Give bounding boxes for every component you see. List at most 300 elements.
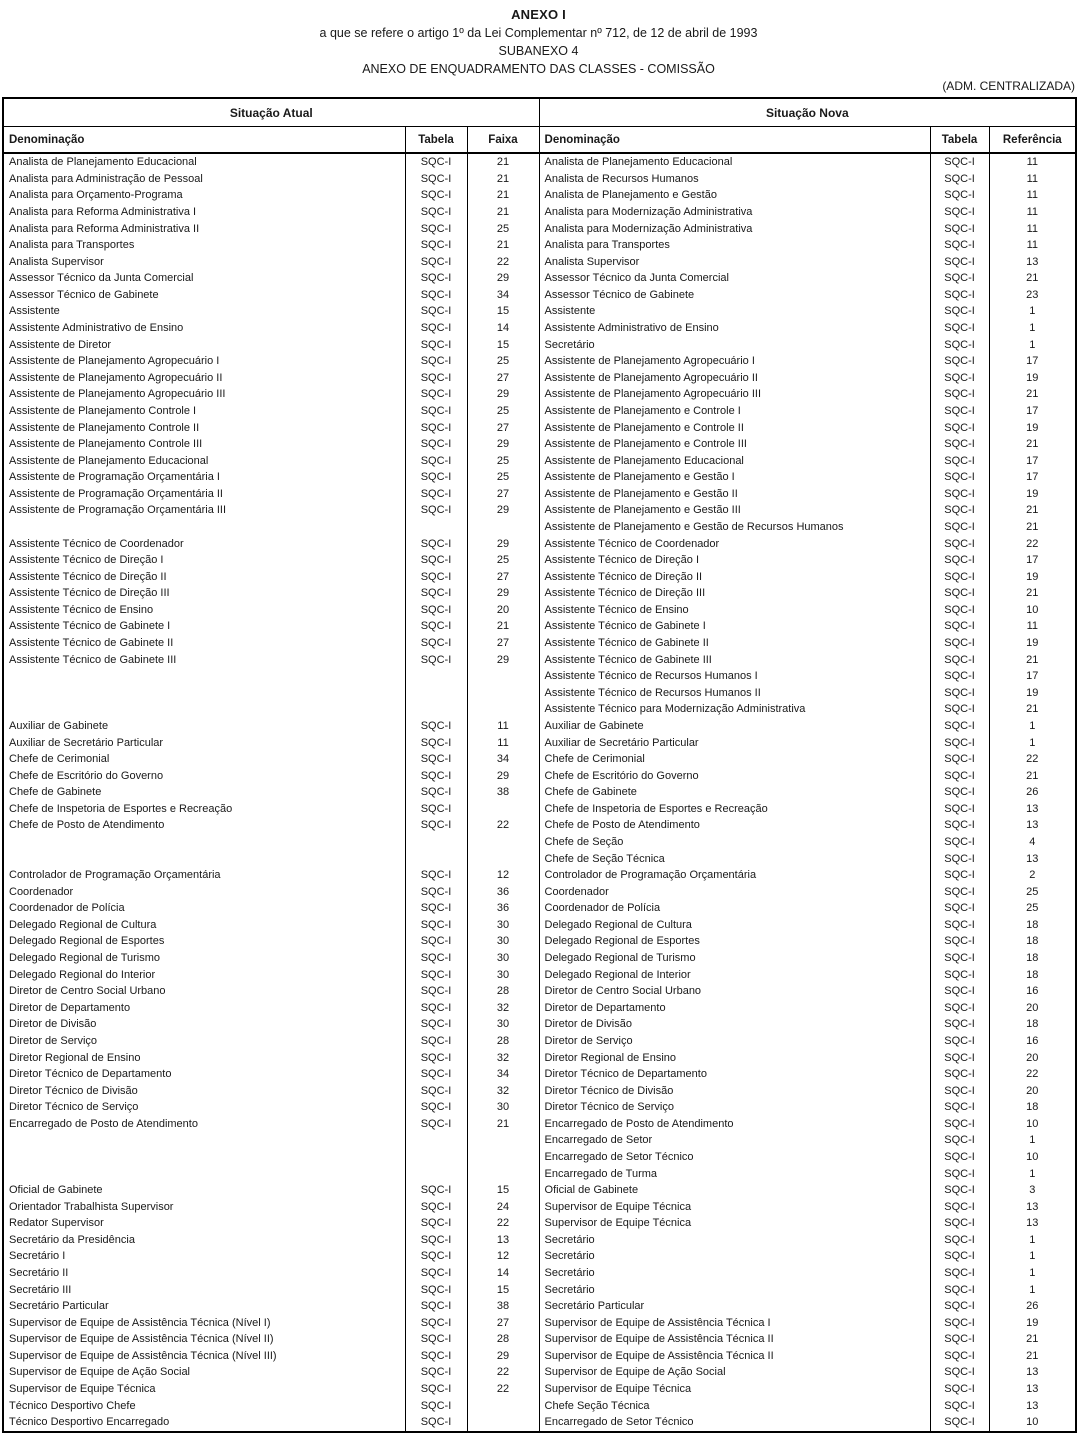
cell-nova-tabela: SQC-I — [930, 386, 989, 403]
cell-nova-tabela: SQC-I — [930, 585, 989, 602]
cell-atual-denominacao: Assistente de Planejamento Agropecuário III — [9, 388, 226, 401]
cell-nova-referencia: 10 — [989, 1116, 1076, 1133]
cell-nova-referencia: 1 — [989, 1165, 1076, 1182]
cell-nova-tabela: SQC-I — [930, 320, 989, 337]
cell-atual-denominacao: Supervisor de Equipe de Ação Social — [9, 1366, 191, 1379]
cell-nova-referencia: 10 — [989, 1414, 1076, 1432]
cell-nova-denominacao: Assistente de Planejamento e Controle II — [539, 419, 930, 436]
cell-nova-tabela: SQC-I — [930, 469, 989, 486]
cell-atual-tabela: SQC-I — [405, 1298, 467, 1315]
cell-atual-denominacao: Assistente de Programação Orçamentária I — [9, 471, 220, 484]
cell-atual-faixa — [467, 701, 539, 718]
cell-nova-tabela: SQC-I — [930, 701, 989, 718]
cell-atual-denominacao: Supervisor de Equipe Técnica — [9, 1383, 156, 1396]
cell-nova-denominacao: Chefe de Seção Técnica — [539, 850, 930, 867]
cell-atual-faixa: 25 — [467, 452, 539, 469]
cell-atual-faixa: 12 — [467, 1248, 539, 1265]
table-row — [3, 1364, 1076, 1381]
cell-nova-denominacao: Assistente Administrativo de Ensino — [539, 320, 930, 337]
cell-atual-faixa — [467, 1132, 539, 1149]
cell-nova-denominacao: Chefe de Seção — [539, 834, 930, 851]
cell-nova-tabela: SQC-I — [930, 1232, 989, 1249]
cell-nova-denominacao: Diretor Técnico de Departamento — [539, 1066, 930, 1083]
cell-nova-denominacao: Chefe de Escritório do Governo — [539, 767, 930, 784]
cell-atual-tabela: SQC-I — [405, 535, 467, 552]
cell-atual-faixa: 11 — [467, 734, 539, 751]
cell-atual-denominacao — [3, 519, 405, 536]
cell-nova-denominacao: Assistente Técnico de Direção I — [539, 552, 930, 569]
cell-atual-tabela: SQC-I — [405, 1281, 467, 1298]
cell-nova-referencia: 4 — [989, 834, 1076, 851]
cell-atual-faixa: 36 — [467, 900, 539, 917]
cell-atual-denominacao: Coordenador de Polícia — [9, 902, 125, 915]
cell-atual-faixa: 34 — [467, 287, 539, 304]
cell-nova-tabela: SQC-I — [930, 1281, 989, 1298]
cell-atual-denominacao: Assessor Técnico da Junta Comercial — [9, 272, 194, 285]
table-row — [3, 1314, 1076, 1331]
cell-atual-faixa: 29 — [467, 767, 539, 784]
cell-atual-faixa: 30 — [467, 1016, 539, 1033]
cell-nova-denominacao: Chefe Seção Técnica — [539, 1397, 930, 1414]
cell-atual-tabela: SQC-I — [405, 502, 467, 519]
cell-nova-referencia: 21 — [989, 701, 1076, 718]
cell-atual-denominacao: Chefe de Escritório do Governo — [9, 769, 164, 782]
table-row — [3, 834, 1076, 851]
cell-atual-tabela: SQC-I — [405, 287, 467, 304]
cell-atual-tabela: SQC-I — [405, 1215, 467, 1232]
cell-atual-faixa: 15 — [467, 1182, 539, 1199]
cell-atual-denominacao: Assistente Técnico de Direção I — [9, 554, 164, 567]
table-row — [3, 999, 1076, 1016]
cell-nova-tabela: SQC-I — [930, 1066, 989, 1083]
table-row — [3, 1182, 1076, 1199]
cell-atual-faixa: 27 — [467, 419, 539, 436]
cell-atual-denominacao: Chefe de Posto de Atendimento — [9, 819, 165, 832]
cell-atual-tabela: SQC-I — [405, 486, 467, 503]
cell-nova-denominacao: Assistente Técnico de Coordenador — [539, 535, 930, 552]
cell-atual-denominacao: Diretor Técnico de Departamento — [9, 1068, 172, 1081]
cell-atual-denominacao: Delegado Regional de Turismo — [9, 952, 161, 965]
cell-atual-tabela: SQC-I — [405, 784, 467, 801]
cell-nova-referencia: 17 — [989, 668, 1076, 685]
cell-nova-denominacao: Analista para Transportes — [539, 237, 930, 254]
cell-atual-denominacao: Encarregado de Posto de Atendimento — [9, 1117, 198, 1130]
cell-atual-denominacao: Assistente de Planejamento Educacional — [9, 454, 209, 467]
cell-atual-faixa: 25 — [467, 403, 539, 420]
cell-nova-tabela: SQC-I — [930, 1414, 989, 1432]
cell-nova-tabela: SQC-I — [930, 153, 989, 171]
table-row — [3, 983, 1076, 1000]
cell-nova-referencia: 21 — [989, 651, 1076, 668]
cell-nova-tabela: SQC-I — [930, 602, 989, 619]
cell-atual-faixa: 30 — [467, 933, 539, 950]
cell-atual-tabela — [405, 519, 467, 536]
cell-nova-denominacao: Secretário — [539, 1248, 930, 1265]
table-row — [3, 1281, 1076, 1298]
cell-atual-denominacao: Analista para Reforma Administrativa II — [9, 222, 200, 235]
cell-atual-faixa: 11 — [467, 718, 539, 735]
cell-nova-tabela: SQC-I — [930, 436, 989, 453]
cell-atual-faixa: 32 — [467, 1082, 539, 1099]
cell-nova-denominacao: Encarregado de Setor — [539, 1132, 930, 1149]
cell-nova-denominacao: Assistente Técnico de Direção II — [539, 568, 930, 585]
table-row — [3, 270, 1076, 287]
cell-atual-faixa — [467, 801, 539, 818]
cell-atual-faixa: 29 — [467, 502, 539, 519]
cell-nova-referencia: 26 — [989, 784, 1076, 801]
cell-nova-tabela: SQC-I — [930, 1033, 989, 1050]
cell-nova-denominacao: Assistente Técnico de Gabinete II — [539, 635, 930, 652]
cell-nova-referencia: 21 — [989, 270, 1076, 287]
cell-nova-referencia: 17 — [989, 353, 1076, 370]
cell-nova-referencia: 1 — [989, 1132, 1076, 1149]
cell-atual-denominacao: Assistente Técnico de Ensino — [9, 603, 154, 616]
table-row — [3, 469, 1076, 486]
cell-nova-referencia: 11 — [989, 187, 1076, 204]
cell-nova-tabela: SQC-I — [930, 801, 989, 818]
cell-nova-denominacao: Delegado Regional de Esportes — [539, 933, 930, 950]
table-row — [3, 519, 1076, 536]
cell-nova-referencia: 1 — [989, 1281, 1076, 1298]
cell-atual-denominacao: Secretário da Presidência — [9, 1233, 135, 1246]
cell-nova-tabela: SQC-I — [930, 983, 989, 1000]
cell-nova-tabela: SQC-I — [930, 204, 989, 221]
cell-atual-denominacao: Diretor de Divisão — [9, 1018, 97, 1031]
cell-nova-denominacao: Chefe de Cerimonial — [539, 751, 930, 768]
table-row — [3, 552, 1076, 569]
cell-atual-denominacao: Diretor de Departamento — [9, 1001, 131, 1014]
document-title: ANEXO I — [511, 7, 566, 22]
cell-atual-faixa: 25 — [467, 220, 539, 237]
cell-atual-faixa: 28 — [467, 1331, 539, 1348]
classes-table — [2, 97, 1077, 1433]
table-row — [3, 386, 1076, 403]
cell-atual-denominacao: Chefe de Inspetoria de Esportes e Recreação — [9, 802, 233, 815]
cell-atual-denominacao: Assistente de Planejamento Controle II — [9, 421, 200, 434]
cell-atual-denominacao: Supervisor de Equipe de Assistência Técnica (Nível I) — [9, 1316, 271, 1329]
cell-atual-tabela: SQC-I — [405, 917, 467, 934]
cell-atual-tabela — [405, 850, 467, 867]
cell-nova-tabela: SQC-I — [930, 1099, 989, 1116]
table-row — [3, 917, 1076, 934]
table-row — [3, 419, 1076, 436]
cell-atual-denominacao: Secretário III — [9, 1283, 72, 1296]
table-row — [3, 1033, 1076, 1050]
cell-atual-denominacao: Analista para Orçamento-Programa — [9, 189, 183, 202]
table-row — [3, 353, 1076, 370]
cell-nova-tabela: SQC-I — [930, 336, 989, 353]
cell-nova-referencia: 1 — [989, 1232, 1076, 1249]
cell-atual-denominacao: Analista Supervisor — [9, 255, 104, 268]
cell-atual-denominacao: Assistente de Planejamento Controle I — [9, 404, 197, 417]
cell-nova-referencia: 25 — [989, 900, 1076, 917]
cell-atual-tabela: SQC-I — [405, 469, 467, 486]
cell-atual-faixa: 21 — [467, 187, 539, 204]
cell-atual-denominacao: Analista para Reforma Administrativa I — [9, 206, 197, 219]
cell-atual-tabela: SQC-I — [405, 1232, 467, 1249]
cell-atual-faixa: 27 — [467, 1314, 539, 1331]
table-row — [3, 237, 1076, 254]
cell-atual-tabela: SQC-I — [405, 1082, 467, 1099]
cell-atual-tabela: SQC-I — [405, 320, 467, 337]
cell-atual-denominacao: Delegado Regional de Esportes — [9, 935, 165, 948]
table-row — [3, 204, 1076, 221]
cell-nova-tabela: SQC-I — [930, 1265, 989, 1282]
cell-atual-denominacao: Assistente Técnico de Coordenador — [9, 537, 184, 550]
cell-atual-tabela: SQC-I — [405, 436, 467, 453]
cell-nova-denominacao: Oficial de Gabinete — [539, 1182, 930, 1199]
cell-atual-faixa: 15 — [467, 336, 539, 353]
cell-atual-faixa: 34 — [467, 1066, 539, 1083]
cell-nova-referencia: 17 — [989, 552, 1076, 569]
cell-atual-denominacao: Assessor Técnico de Gabinete — [9, 288, 159, 301]
cell-atual-denominacao: Controlador de Programação Orçamentária — [9, 869, 221, 882]
cell-nova-denominacao: Chefe de Inspetoria de Esportes e Recreação — [539, 801, 930, 818]
cell-atual-denominacao: Assistente de Programação Orçamentária II — [9, 487, 223, 500]
cell-atual-denominacao — [3, 850, 405, 867]
cell-nova-referencia: 19 — [989, 486, 1076, 503]
cell-atual-tabela: SQC-I — [405, 602, 467, 619]
table-row — [3, 883, 1076, 900]
table-row — [3, 568, 1076, 585]
table-row — [3, 1132, 1076, 1149]
cell-nova-denominacao: Coordenador — [539, 883, 930, 900]
cell-nova-denominacao: Diretor de Departamento — [539, 999, 930, 1016]
cell-atual-denominacao: Assistente Técnico de Direção II — [9, 570, 167, 583]
cell-nova-tabela: SQC-I — [930, 784, 989, 801]
cell-atual-denominacao: Assistente — [9, 305, 60, 318]
cell-nova-referencia: 21 — [989, 436, 1076, 453]
cell-atual-denominacao: Diretor Técnico de Serviço — [9, 1101, 139, 1114]
table-row — [3, 718, 1076, 735]
table-row — [3, 535, 1076, 552]
cell-atual-denominacao: Diretor Regional de Ensino — [9, 1051, 141, 1064]
cell-atual-denominacao: Assistente Técnico de Gabinete II — [9, 637, 174, 650]
table-row — [3, 817, 1076, 834]
cell-nova-referencia: 18 — [989, 933, 1076, 950]
table-row — [3, 685, 1076, 702]
subanexo-label: SUBANEXO 4 — [498, 44, 579, 58]
cell-atual-faixa: 22 — [467, 1381, 539, 1398]
cell-atual-tabela: SQC-I — [405, 1033, 467, 1050]
cell-nova-denominacao: Analista para Modernização Administrativa — [539, 204, 930, 221]
cell-nova-denominacao: Encarregado de Setor Técnico — [539, 1149, 930, 1166]
table-row — [3, 618, 1076, 635]
cell-atual-denominacao: Orientador Trabalhista Supervisor — [9, 1200, 174, 1213]
table-row — [3, 1298, 1076, 1315]
cell-nova-tabela: SQC-I — [930, 1364, 989, 1381]
cell-nova-denominacao: Supervisor de Equipe Técnica — [539, 1198, 930, 1215]
cell-nova-referencia: 20 — [989, 1082, 1076, 1099]
cell-atual-faixa: 29 — [467, 585, 539, 602]
cell-nova-tabela: SQC-I — [930, 1248, 989, 1265]
cell-atual-denominacao: Assistente de Programação Orçamentária III — [9, 504, 227, 517]
cell-nova-denominacao: Diretor Regional de Ensino — [539, 1049, 930, 1066]
cell-atual-faixa: 27 — [467, 635, 539, 652]
cell-atual-tabela: SQC-I — [405, 403, 467, 420]
table-row — [3, 801, 1076, 818]
cell-atual-faixa — [467, 1149, 539, 1166]
cell-nova-tabela: SQC-I — [930, 187, 989, 204]
cell-nova-denominacao: Diretor Técnico de Divisão — [539, 1082, 930, 1099]
cell-nova-denominacao: Assistente de Planejamento Educacional — [539, 452, 930, 469]
cell-nova-denominacao: Encarregado de Setor Técnico — [539, 1414, 930, 1432]
cell-atual-tabela: SQC-I — [405, 1182, 467, 1199]
cell-nova-denominacao: Delegado Regional de Cultura — [539, 917, 930, 934]
cell-atual-faixa: 29 — [467, 436, 539, 453]
cell-nova-denominacao: Assistente de Planejamento e Gestão III — [539, 502, 930, 519]
table-row — [3, 966, 1076, 983]
cell-nova-referencia: 2 — [989, 867, 1076, 884]
cell-nova-referencia: 13 — [989, 1364, 1076, 1381]
cell-atual-denominacao: Supervisor de Equipe de Assistência Técnica (Nível III) — [9, 1349, 277, 1362]
cell-nova-denominacao: Supervisor de Equipe Técnica — [539, 1215, 930, 1232]
cell-atual-faixa: 12 — [467, 867, 539, 884]
cell-atual-tabela: SQC-I — [405, 1248, 467, 1265]
cell-nova-denominacao: Assistente de Planejamento e Gestão I — [539, 469, 930, 486]
table-row — [3, 602, 1076, 619]
cell-nova-referencia: 11 — [989, 153, 1076, 171]
cell-nova-denominacao: Assistente de Planejamento Agropecuário III — [539, 386, 930, 403]
cell-nova-tabela: SQC-I — [930, 419, 989, 436]
cell-atual-faixa — [467, 1165, 539, 1182]
cell-atual-tabela: SQC-I — [405, 1381, 467, 1398]
cell-nova-denominacao: Secretário — [539, 336, 930, 353]
cell-atual-tabela — [405, 668, 467, 685]
cell-atual-tabela: SQC-I — [405, 983, 467, 1000]
cell-atual-denominacao — [3, 1132, 405, 1149]
cell-nova-tabela: SQC-I — [930, 1198, 989, 1215]
cell-nova-denominacao: Assistente de Planejamento e Gestão II — [539, 486, 930, 503]
cell-nova-denominacao: Analista Supervisor — [539, 253, 930, 270]
col-header-nova-denominacao: Denominação — [539, 127, 930, 154]
cell-atual-tabela: SQC-I — [405, 817, 467, 834]
cell-atual-denominacao — [3, 1149, 405, 1166]
cell-atual-tabela: SQC-I — [405, 552, 467, 569]
cell-atual-denominacao: Técnico Desportivo Chefe — [9, 1399, 136, 1412]
table-row — [3, 751, 1076, 768]
cell-nova-denominacao: Secretário Particular — [539, 1298, 930, 1315]
cell-nova-referencia: 11 — [989, 618, 1076, 635]
cell-nova-tabela: SQC-I — [930, 651, 989, 668]
cell-nova-tabela: SQC-I — [930, 1314, 989, 1331]
cell-nova-referencia: 1 — [989, 1265, 1076, 1282]
cell-atual-faixa: 29 — [467, 270, 539, 287]
table-row — [3, 220, 1076, 237]
cell-atual-tabela — [405, 1165, 467, 1182]
cell-atual-faixa: 29 — [467, 651, 539, 668]
cell-atual-denominacao: Assistente de Planejamento Agropecuário II — [9, 371, 223, 384]
cell-nova-denominacao: Analista de Planejamento e Gestão — [539, 187, 930, 204]
cell-atual-denominacao — [3, 1165, 405, 1182]
cell-atual-tabela: SQC-I — [405, 999, 467, 1016]
cell-atual-faixa: 27 — [467, 370, 539, 387]
cell-atual-denominacao: Assistente Técnico de Gabinete I — [9, 620, 171, 633]
cell-nova-referencia: 13 — [989, 253, 1076, 270]
cell-atual-faixa: 22 — [467, 817, 539, 834]
cell-atual-tabela: SQC-I — [405, 253, 467, 270]
cell-atual-denominacao: Assistente Administrativo de Ensino — [9, 322, 184, 335]
cell-nova-referencia: 1 — [989, 1248, 1076, 1265]
cell-atual-tabela: SQC-I — [405, 1265, 467, 1282]
cell-nova-tabela: SQC-I — [930, 1381, 989, 1398]
cell-atual-denominacao: Assistente Técnico de Direção III — [9, 587, 170, 600]
cell-atual-tabela: SQC-I — [405, 933, 467, 950]
cell-atual-faixa: 32 — [467, 1049, 539, 1066]
cell-nova-denominacao: Secretário — [539, 1232, 930, 1249]
col-header-atual-faixa: Faixa — [467, 127, 539, 154]
cell-nova-tabela: SQC-I — [930, 751, 989, 768]
cell-nova-referencia: 10 — [989, 1149, 1076, 1166]
cell-atual-denominacao: Analista para Transportes — [9, 239, 135, 252]
table-row — [3, 950, 1076, 967]
cell-atual-faixa: 15 — [467, 303, 539, 320]
cell-atual-denominacao — [3, 834, 405, 851]
cell-atual-tabela: SQC-I — [405, 204, 467, 221]
cell-nova-referencia: 25 — [989, 883, 1076, 900]
cell-nova-referencia: 19 — [989, 635, 1076, 652]
cell-nova-referencia: 18 — [989, 966, 1076, 983]
cell-atual-denominacao: Secretário I — [9, 1250, 66, 1263]
cell-nova-referencia: 13 — [989, 1198, 1076, 1215]
table-row — [3, 867, 1076, 884]
cell-atual-denominacao: Analista de Planejamento Educacional — [9, 156, 197, 169]
cell-nova-tabela: SQC-I — [930, 486, 989, 503]
cell-nova-tabela: SQC-I — [930, 734, 989, 751]
cell-atual-faixa: 32 — [467, 999, 539, 1016]
table-row — [3, 187, 1076, 204]
cell-nova-denominacao: Encarregado de Posto de Atendimento — [539, 1116, 930, 1133]
cell-nova-tabela: SQC-I — [930, 767, 989, 784]
cell-atual-tabela: SQC-I — [405, 1397, 467, 1414]
cell-atual-faixa: 29 — [467, 386, 539, 403]
cell-nova-referencia: 13 — [989, 801, 1076, 818]
table-row — [3, 1348, 1076, 1365]
cell-atual-denominacao: Supervisor de Equipe de Assistência Técnica (Nível II) — [9, 1333, 274, 1346]
cell-nova-tabela: SQC-I — [930, 552, 989, 569]
cell-atual-faixa: 22 — [467, 1215, 539, 1232]
cell-nova-tabela: SQC-I — [930, 287, 989, 304]
admin-note: (ADM. CENTRALIZADA) — [942, 79, 1075, 93]
cell-atual-tabela: SQC-I — [405, 1331, 467, 1348]
table-row — [3, 933, 1076, 950]
cell-nova-referencia: 1 — [989, 303, 1076, 320]
cell-atual-faixa: 21 — [467, 171, 539, 188]
cell-nova-tabela: SQC-I — [930, 303, 989, 320]
cell-nova-tabela: SQC-I — [930, 1016, 989, 1033]
cell-nova-referencia: 1 — [989, 320, 1076, 337]
cell-atual-tabela: SQC-I — [405, 718, 467, 735]
cell-atual-tabela: SQC-I — [405, 1116, 467, 1133]
table-row — [3, 502, 1076, 519]
cell-atual-faixa: 28 — [467, 1033, 539, 1050]
cell-nova-denominacao: Assistente Técnico de Ensino — [539, 602, 930, 619]
table-row — [3, 1414, 1076, 1432]
cell-atual-tabela: SQC-I — [405, 1099, 467, 1116]
cell-nova-tabela: SQC-I — [930, 668, 989, 685]
cell-nova-referencia: 11 — [989, 171, 1076, 188]
cell-atual-tabela: SQC-I — [405, 1016, 467, 1033]
cell-atual-denominacao: Assistente de Planejamento Controle III — [9, 438, 203, 451]
table-row — [3, 1265, 1076, 1282]
table-row — [3, 651, 1076, 668]
cell-nova-denominacao: Assistente de Planejamento Agropecuário II — [539, 370, 930, 387]
cell-nova-referencia: 17 — [989, 469, 1076, 486]
cell-nova-tabela: SQC-I — [930, 1348, 989, 1365]
cell-nova-referencia: 19 — [989, 568, 1076, 585]
cell-atual-tabela: SQC-I — [405, 751, 467, 768]
table-row — [3, 1381, 1076, 1398]
